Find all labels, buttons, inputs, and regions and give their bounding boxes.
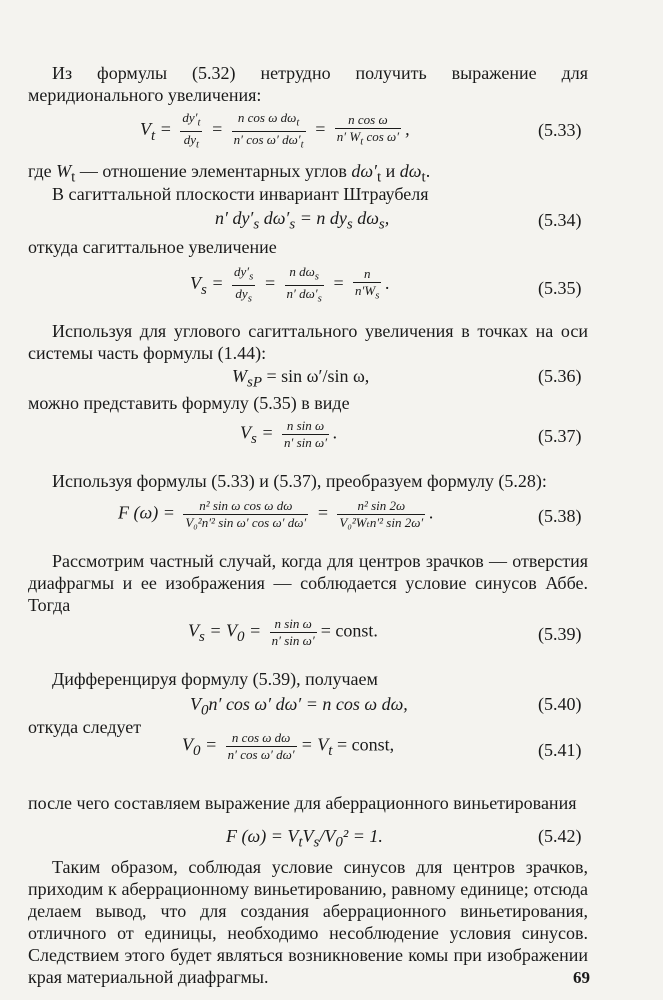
- paragraph-1: Из формулы (5.32) нетрудно получить выражение для меридионального увеличения:: [28, 63, 588, 105]
- equation-number-5-36: (5.36): [538, 366, 582, 386]
- paragraph-6: Используя формулы (5.33) и (5.37), преобразуем формулу (5.28):: [52, 471, 547, 491]
- equation-5-40: $V_0n'$ cos ω′ dω′ = n cos ω dω,: [190, 694, 408, 719]
- equation-5-37: $V_s$ = $\frac{\text{n sin ω}}{\text{n′ sin ω′}}$ .: [240, 418, 338, 450]
- equation-number-5-34: (5.34): [538, 210, 582, 230]
- equation-5-34: n′ $dy'_s$ $d\omega'_s = n$ $dy_s$ $d\omega_s$,: [215, 208, 390, 233]
- paragraph-7: Рассмотрим частный случай, когда для центров зрачков — отверстия диафрагмы и ее изображения — соблюдается условие синусов Аббе. Тогда: [28, 551, 588, 615]
- equation-number-5-40: (5.40): [538, 694, 582, 714]
- paragraph-10: после чего составляем выражение для аберрационного виньетирования: [28, 793, 577, 813]
- equation-number-5-38: (5.38): [538, 506, 582, 526]
- paragraph-2: В сагиттальной плоскости инвариант Штраубеля: [52, 184, 429, 204]
- paragraph-11: Таким образом, соблюдая условие синусов для центров зрачков, приходим к аберрационному виньетированию, равному единице; отсюда делаем вывод, что для создания аберрационного виньетирования, отличного от единицы, необходимо несоблюдение условия синусов. Следствием этого будет являться возникновение комы при изображении края материальной диафрагмы.: [28, 857, 588, 987]
- paragraph-3: откуда сагиттальное увеличение: [28, 237, 277, 257]
- paragraph-5: можно представить формулу (5.35) в виде: [28, 393, 350, 413]
- paragraph-4: Используя для углового сагиттального увеличения в точках на оси системы часть формулы (1.44):: [28, 321, 588, 363]
- equation-5-36: $W_{sP} = \sin \omega'/\sin$ ω,: [232, 366, 370, 391]
- equation-number-5-33: (5.33): [538, 120, 582, 140]
- equation-5-33: $V_t$ = $\frac{dy'_t}{dy_t}$ = $\frac{n \cos \omega d\omega_t}{n' \cos \omega' d\omega'_t}$ = $\frac{\text{n cos ω}}{n' W_t \cos \omega'}$ ,: [140, 110, 410, 151]
- equation-number-5-41: (5.41): [538, 740, 582, 760]
- equation-number-5-42: (5.42): [538, 826, 582, 846]
- equation-5-35: $V_s$ = $\frac{dy'_s}{dy_s}$ = $\frac{n d\omega_s}{n' d\omega'_s}$ = $\frac{n}{n'W_s}$ .: [190, 264, 390, 305]
- paragraph-9: откуда следует: [28, 717, 142, 737]
- page-number: 69: [573, 968, 590, 987]
- eq-5-33-lhs: V: [140, 119, 151, 140]
- equation-number-5-39: (5.39): [538, 624, 582, 644]
- where-line: где $W_t$ — отношение элементарных углов $d\omega'_t$ и $d\omega_t$.: [28, 161, 431, 186]
- equation-number-5-37: (5.37): [538, 426, 582, 446]
- equation-5-42: F $(\omega) = V_tV_s/V_0^2 = 1$.: [226, 826, 383, 851]
- equation-number-5-35: (5.35): [538, 278, 582, 298]
- paragraph-8: Дифференцируя формулу (5.39), получаем: [52, 669, 378, 689]
- equation-5-41: $V_0$ = $\frac{\text{n cos ω dω}}{\text{n′ cos ω′ dω′}}$ = $V_t$ = const,: [182, 730, 395, 762]
- equation-5-39: $V_s = V_0$ = $\frac{\text{n sin ω}}{\text{n′ sin ω′}}$ = const.: [188, 616, 378, 648]
- equation-5-38: F (ω) = $\frac{\text{n² sin ω cos ω dω}}{\text{V₀²n′² sin ω′ cos ω′ dω′}}$ = $\frac{\text{n² sin 2ω}}{\text{V₀²Wₜn′² sin 2ω′}}$ .: [118, 498, 434, 530]
